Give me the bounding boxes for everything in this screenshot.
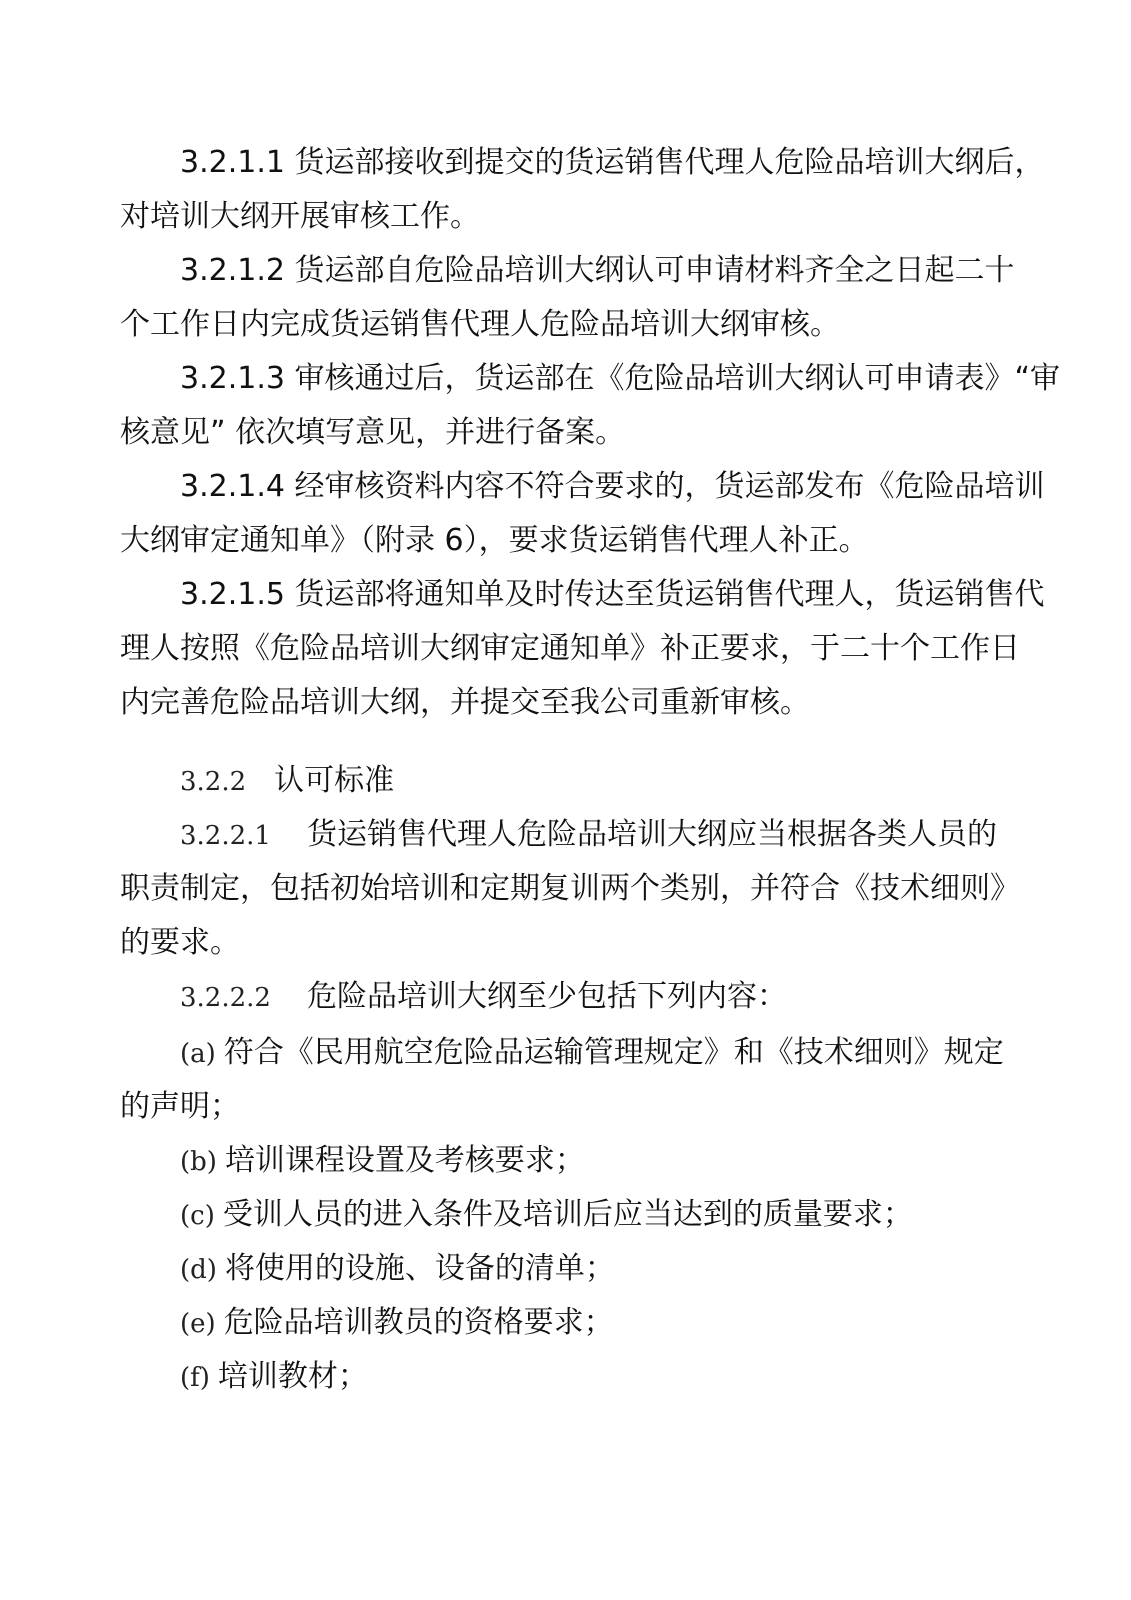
paragraph-3-2-1-5-line3: 内完善危险品培训大纲，并提交至我公司重新审核。 (120, 685, 810, 720)
list-item-e (180, 1303, 614, 1344)
paragraph-3-2-1-1-line2: 对培训大纲开展审核工作。 (120, 199, 480, 234)
list-item-text: 培训教材； (217, 1359, 368, 1394)
list-item-a-line2: 的声明； (120, 1089, 240, 1124)
paragraph-3-2-1-2-line2: 个工作日内完成货运销售代理人危险品培训大纲审核。 (120, 307, 840, 342)
paragraph-3-2-1-5-line2: 理人按照《危险品培训大纲审定通知单》补正要求，于二十个工作日 (120, 631, 1020, 666)
list-item-text: 受训人员的进入条件及培训后应当达到的质量要求； (222, 1197, 913, 1232)
clause-number: 3.2.2.2 (180, 983, 271, 1013)
list-item-f (180, 1357, 368, 1398)
clause-number: 3.2.2.1 (180, 821, 271, 851)
paragraph-3-2-1-5-line1: 3.2.1.5 货运部将通知单及时传达至货运销售代理人，货运销售代 (180, 577, 1045, 612)
paragraph-3-2-2-1-line2: 职责制定，包括初始培训和定期复训两个类别，并符合《技术细则》 (120, 871, 1020, 906)
list-item-a (180, 1033, 1004, 1074)
paragraph-3-2-1-4-line2: 大纲审定通知单》（附录 6），要求货运销售代理人补正。 (120, 523, 869, 558)
paragraph-3-2-1-2-line1: 3.2.1.2 货运部自危险品培训大纲认可申请材料齐全之日起二十 (180, 253, 1015, 288)
paragraph-3-2-2-1-line1 (180, 815, 997, 856)
paragraph-3-2-1-1-line1: 3.2.1.1 货运部接收到提交的货运销售代理人危险品培训大纲后， (180, 145, 1045, 180)
list-item-c (180, 1195, 913, 1236)
list-marker: (f) (180, 1363, 210, 1393)
list-item-text: 危险品培训教员的资格要求； (223, 1305, 614, 1340)
list-item-text: 符合《民用航空危险品运输管理规定》和《技术细则》规定 (223, 1035, 1004, 1070)
list-item-text: 将使用的设施、设备的清单； (224, 1251, 615, 1286)
list-item-d (180, 1249, 615, 1290)
section-number: 3.2.2 (180, 767, 247, 797)
list-marker: (c) (180, 1201, 215, 1231)
paragraph-3-2-1-3-line1: 3.2.1.3 审核通过后，货运部在《危险品培训大纲认可申请表》“审 (180, 361, 1061, 396)
list-item-b (180, 1141, 585, 1182)
list-item-text: 培训课程设置及考核要求； (224, 1143, 585, 1178)
section-heading-3-2-2 (180, 761, 394, 802)
list-marker: (e) (180, 1309, 216, 1339)
section-title: 认可标准 (274, 763, 395, 798)
clause-text: 危险品培训大纲至少包括下列内容： (306, 979, 787, 1014)
paragraph-3-2-2-1-line3: 的要求。 (120, 925, 240, 960)
clause-text: 货运销售代理人危险品培训大纲应当根据各类人员的 (306, 817, 997, 852)
paragraph-3-2-1-3-line2: 核意见” 依次填写意见，并进行备案。 (120, 415, 626, 450)
paragraph-3-2-2-2-line1 (180, 977, 787, 1018)
paragraph-3-2-1-4-line1: 3.2.1.4 经审核资料内容不符合要求的，货运部发布《危险品培训 (180, 469, 1045, 504)
list-marker: (b) (180, 1147, 217, 1177)
list-marker: (a) (180, 1039, 216, 1069)
list-marker: (d) (180, 1255, 217, 1285)
